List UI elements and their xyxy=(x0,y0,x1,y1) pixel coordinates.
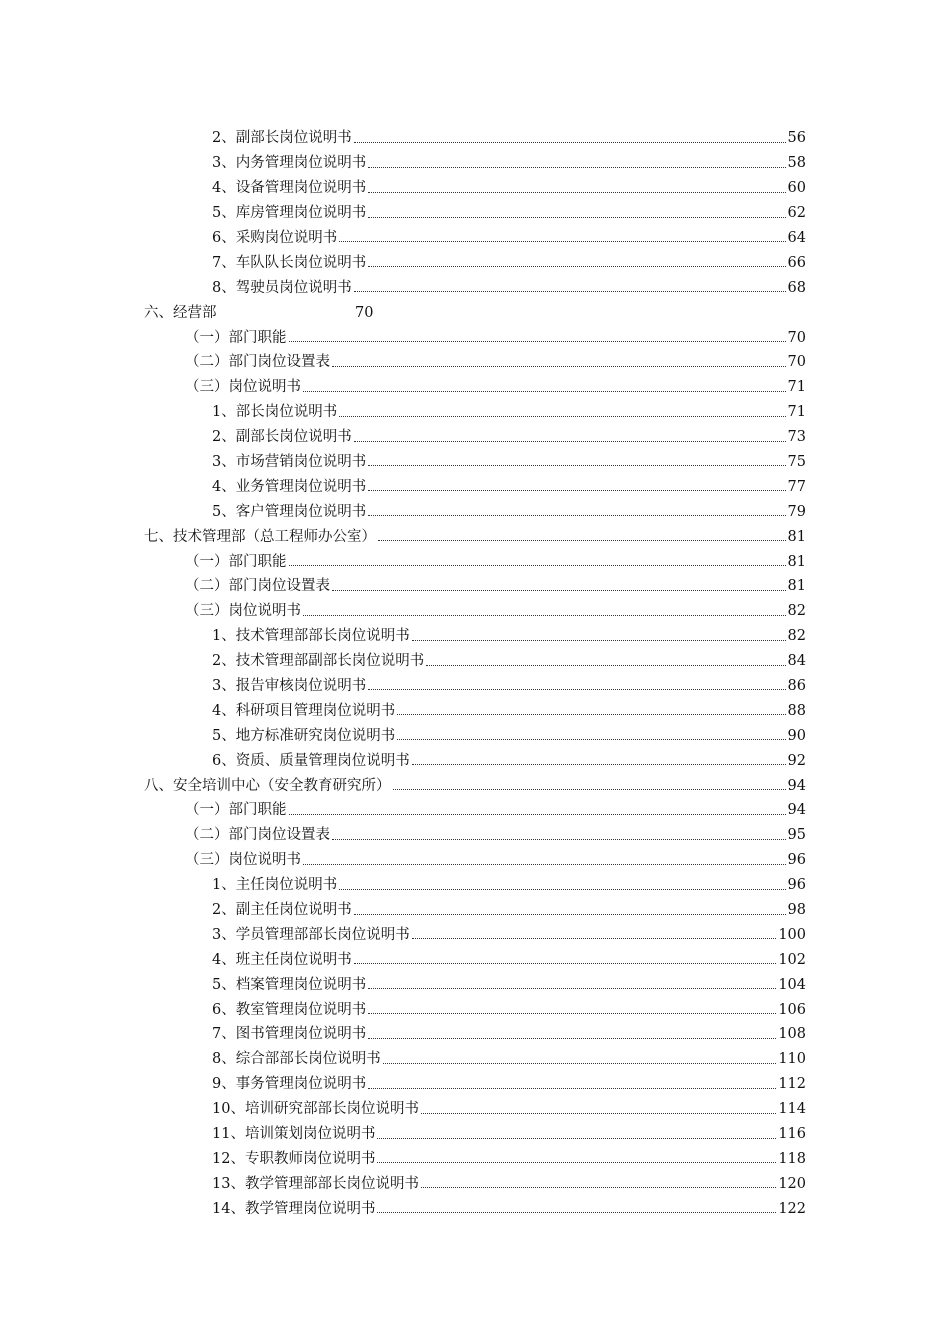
toc-dot-leader xyxy=(303,391,786,392)
toc-entry-label: 4、设备管理岗位说明书 xyxy=(212,180,367,197)
toc-entry-page: 81 xyxy=(787,553,806,570)
toc-entry-page: 58 xyxy=(787,155,806,172)
toc-entry-label: 4、业务管理岗位说明书 xyxy=(212,478,367,495)
toc-entry-page: 82 xyxy=(787,628,806,645)
toc-entry-label: 5、库房管理岗位说明书 xyxy=(212,205,367,222)
toc-dot-leader xyxy=(332,839,786,840)
toc-entry-page: 96 xyxy=(787,877,806,894)
toc-entry-label: 5、档案管理岗位说明书 xyxy=(212,976,367,993)
toc-entry-page: 102 xyxy=(778,951,806,968)
toc-entry-label: （三）岗位说明书 xyxy=(185,852,301,869)
toc-entry[interactable] xyxy=(0,1195,950,1220)
toc-entry-page: 106 xyxy=(778,1001,806,1018)
toc-entry-page: 60 xyxy=(787,180,806,197)
toc-entry-page: 84 xyxy=(787,653,806,670)
toc-dot-leader xyxy=(368,1038,776,1039)
toc-entry-page: 110 xyxy=(778,1051,806,1068)
toc-entry[interactable] xyxy=(0,1096,950,1121)
toc-dot-leader xyxy=(426,665,785,666)
toc-dot-leader xyxy=(303,864,786,865)
toc-entry-page: 81 xyxy=(787,528,806,545)
toc-entry[interactable] xyxy=(0,249,950,274)
toc-entry[interactable] xyxy=(0,324,950,349)
toc-entry-label: 1、主任岗位说明书 xyxy=(212,877,338,894)
toc-dot-leader xyxy=(383,1063,777,1064)
toc-entry-label: 5、客户管理岗位说明书 xyxy=(212,503,367,520)
toc-dot-leader xyxy=(397,714,785,715)
toc-entry-page: 71 xyxy=(787,379,806,396)
toc-entry-page: 88 xyxy=(787,702,806,719)
toc-entry-label: 6、教室管理岗位说明书 xyxy=(212,1001,367,1018)
toc-dot-leader xyxy=(332,366,786,367)
toc-dot-leader xyxy=(368,1088,776,1089)
toc-entry[interactable] xyxy=(0,922,950,947)
toc-entry-label: （一）部门职能 xyxy=(185,329,287,346)
toc-entry[interactable] xyxy=(0,175,950,200)
toc-entry-label: （二）部门岗位设置表 xyxy=(185,354,330,371)
toc-dot-leader xyxy=(368,689,785,690)
toc-entry-page: 94 xyxy=(787,802,806,819)
toc-entry-label: 13、教学管理部部长岗位说明书 xyxy=(212,1175,419,1192)
toc-entry-label: （三）岗位说明书 xyxy=(185,379,301,396)
toc-entry[interactable] xyxy=(0,1021,950,1046)
toc-dot-leader xyxy=(368,192,785,193)
toc-dot-leader xyxy=(354,914,786,915)
toc-entry-page: 70 xyxy=(787,354,806,371)
toc-dot-leader xyxy=(412,938,777,939)
toc-entry-page: 70 xyxy=(355,304,374,321)
toc-dot-leader xyxy=(354,441,786,442)
toc-entry-label: 2、副主任岗位说明书 xyxy=(212,902,352,918)
toc-entry-label: 1、部长岗位说明书 xyxy=(212,404,338,421)
toc-dot-leader xyxy=(368,988,776,989)
toc-dot-leader xyxy=(377,1162,776,1163)
toc-entry[interactable] xyxy=(0,548,950,573)
toc-dot-leader xyxy=(421,1187,776,1188)
toc-entry[interactable] xyxy=(0,523,950,548)
toc-dot-leader xyxy=(332,590,786,591)
toc-dot-leader xyxy=(377,1212,776,1213)
toc-dot-leader xyxy=(303,615,786,616)
toc-dot-leader xyxy=(289,565,786,566)
toc-entry-page: 95 xyxy=(787,827,806,844)
toc-entry-label: 六、经营部 xyxy=(144,304,217,321)
table-of-contents xyxy=(0,125,950,1220)
toc-entry-page: 122 xyxy=(778,1200,806,1217)
toc-entry[interactable] xyxy=(0,623,950,648)
toc-entry-label: 8、驾驶员岗位说明书 xyxy=(212,279,352,296)
toc-entry[interactable] xyxy=(0,125,950,150)
toc-entry-label: 5、地方标准研究岗位说明书 xyxy=(212,727,396,744)
toc-entry[interactable] xyxy=(0,772,950,797)
toc-entry[interactable] xyxy=(0,1071,950,1096)
toc-entry-page: 118 xyxy=(778,1150,806,1167)
toc-entry-page: 92 xyxy=(787,752,806,769)
toc-entry-label: 4、班主任岗位说明书 xyxy=(212,951,352,968)
toc-entry[interactable] xyxy=(0,225,950,250)
toc-entry[interactable] xyxy=(0,473,950,498)
toc-entry-label: 七、技术管理部（总工程师办公室） xyxy=(144,528,376,545)
toc-entry[interactable] xyxy=(0,349,950,374)
toc-entry-page: 62 xyxy=(787,205,806,222)
toc-entry-page: 77 xyxy=(787,478,806,495)
toc-entry[interactable] xyxy=(0,996,950,1021)
toc-dot-leader xyxy=(339,241,785,242)
toc-entry-page: 98 xyxy=(787,902,806,918)
toc-dot-leader xyxy=(377,1138,776,1139)
toc-entry[interactable] xyxy=(0,1170,950,1195)
toc-dot-leader xyxy=(368,217,785,218)
toc-entry-label: 3、报告审核岗位说明书 xyxy=(212,677,367,694)
toc-entry-label: 12、专职教师岗位说明书 xyxy=(212,1150,376,1167)
toc-entry[interactable] xyxy=(0,747,950,772)
toc-entry-label: 3、内务管理岗位说明书 xyxy=(212,155,367,172)
toc-entry-label: 3、市场营销岗位说明书 xyxy=(212,453,367,470)
toc-entry-page: 75 xyxy=(787,453,806,470)
toc-entry[interactable] xyxy=(0,399,950,424)
toc-entry-label: 14、教学管理岗位说明书 xyxy=(212,1200,376,1217)
toc-entry-label: 8、综合部部长岗位说明书 xyxy=(212,1051,381,1068)
toc-dot-leader xyxy=(339,889,785,890)
toc-entry[interactable] xyxy=(0,573,950,598)
toc-dot-leader xyxy=(368,266,785,267)
toc-entry[interactable] xyxy=(0,200,950,225)
toc-entry-label: （二）部门岗位设置表 xyxy=(185,578,330,595)
toc-entry-label: 6、资质、质量管理岗位说明书 xyxy=(212,752,410,769)
toc-entry[interactable] xyxy=(0,150,950,175)
toc-entry-page: 66 xyxy=(787,254,806,271)
toc-entry[interactable] xyxy=(0,1146,950,1171)
toc-entry-label: （一）部门职能 xyxy=(185,553,287,570)
toc-entry-label: 2、副部长岗位说明书 xyxy=(212,130,352,147)
toc-dot-leader xyxy=(354,142,786,143)
toc-entry-label: 6、采购岗位说明书 xyxy=(212,229,338,246)
toc-entry-page: 112 xyxy=(778,1076,806,1093)
toc-entry-page: 94 xyxy=(787,777,806,794)
toc-entry-label: 7、图书管理岗位说明书 xyxy=(212,1026,367,1043)
toc-entry-label: 10、培训研究部部长岗位说明书 xyxy=(212,1101,419,1118)
toc-entry-page: 56 xyxy=(787,130,806,147)
toc-entry-page: 73 xyxy=(787,429,806,446)
toc-entry[interactable] xyxy=(0,274,950,299)
toc-entry-page: 120 xyxy=(778,1175,806,1192)
toc-entry[interactable] xyxy=(0,822,950,847)
toc-entry-label: 9、事务管理岗位说明书 xyxy=(212,1076,367,1093)
toc-entry[interactable] xyxy=(0,697,950,722)
toc-entry-page: 96 xyxy=(787,852,806,869)
toc-dot-leader xyxy=(368,515,785,516)
toc-entry-label: （二）部门岗位设置表 xyxy=(185,827,330,844)
toc-dot-leader xyxy=(289,341,786,342)
toc-dot-leader xyxy=(354,963,777,964)
toc-dot-leader xyxy=(412,764,786,765)
toc-entry[interactable] xyxy=(0,1121,950,1146)
toc-entry-page: 104 xyxy=(778,976,806,993)
toc-entry[interactable] xyxy=(0,299,950,324)
toc-dot-leader xyxy=(339,416,785,417)
toc-entry-label: （一）部门职能 xyxy=(185,802,287,819)
toc-dot-leader xyxy=(397,739,785,740)
toc-dot-leader xyxy=(378,540,786,541)
toc-entry-page: 86 xyxy=(787,677,806,694)
toc-entry[interactable] xyxy=(0,872,950,897)
toc-entry[interactable] xyxy=(0,722,950,747)
toc-entry-page: 64 xyxy=(787,229,806,246)
toc-dot-leader xyxy=(368,1013,776,1014)
toc-entry-page: 90 xyxy=(787,727,806,744)
toc-entry[interactable] xyxy=(0,598,950,623)
toc-entry-page: 70 xyxy=(787,329,806,346)
toc-entry-page: 71 xyxy=(787,404,806,421)
toc-dot-leader xyxy=(368,490,785,491)
toc-entry[interactable] xyxy=(0,648,950,673)
toc-entry-label: （三）岗位说明书 xyxy=(185,603,301,620)
toc-dot-leader xyxy=(368,465,785,466)
toc-entry-page: 81 xyxy=(787,578,806,595)
toc-dot-leader xyxy=(354,291,786,292)
toc-entry[interactable] xyxy=(0,797,950,822)
toc-entry[interactable] xyxy=(0,374,950,399)
toc-entry-label: 1、技术管理部部长岗位说明书 xyxy=(212,628,410,645)
toc-entry[interactable] xyxy=(0,498,950,523)
toc-entry-label: 11、培训策划岗位说明书 xyxy=(212,1126,376,1143)
toc-entry-page: 114 xyxy=(778,1101,806,1118)
toc-dot-leader xyxy=(412,640,786,641)
toc-entry-label: 4、科研项目管理岗位说明书 xyxy=(212,702,396,719)
toc-entry[interactable] xyxy=(0,1046,950,1071)
toc-entry[interactable] xyxy=(0,673,950,698)
toc-dot-leader xyxy=(421,1113,776,1114)
toc-entry[interactable] xyxy=(0,971,950,996)
toc-entry-label: 7、车队队长岗位说明书 xyxy=(212,254,367,271)
toc-dot-leader xyxy=(393,789,786,790)
toc-entry-label: 八、安全培训中心（安全教育研究所） xyxy=(144,777,391,794)
toc-dot-leader xyxy=(368,167,785,168)
toc-entry[interactable] xyxy=(0,424,950,449)
toc-entry[interactable] xyxy=(0,847,950,872)
toc-entry-label: 2、技术管理部副部长岗位说明书 xyxy=(212,653,425,670)
toc-entry[interactable] xyxy=(0,897,950,922)
toc-entry-page: 108 xyxy=(778,1026,806,1043)
toc-entry[interactable] xyxy=(0,449,950,474)
toc-entry[interactable] xyxy=(0,946,950,971)
toc-entry-label: 3、学员管理部部长岗位说明书 xyxy=(212,926,410,943)
toc-entry-page: 82 xyxy=(787,603,806,620)
toc-entry-page: 68 xyxy=(787,279,806,296)
toc-entry-page: 100 xyxy=(778,926,806,943)
toc-entry-page: 79 xyxy=(787,503,806,520)
toc-dot-leader xyxy=(289,814,786,815)
toc-entry-label: 2、副部长岗位说明书 xyxy=(212,429,352,446)
toc-entry-page: 116 xyxy=(778,1126,806,1143)
